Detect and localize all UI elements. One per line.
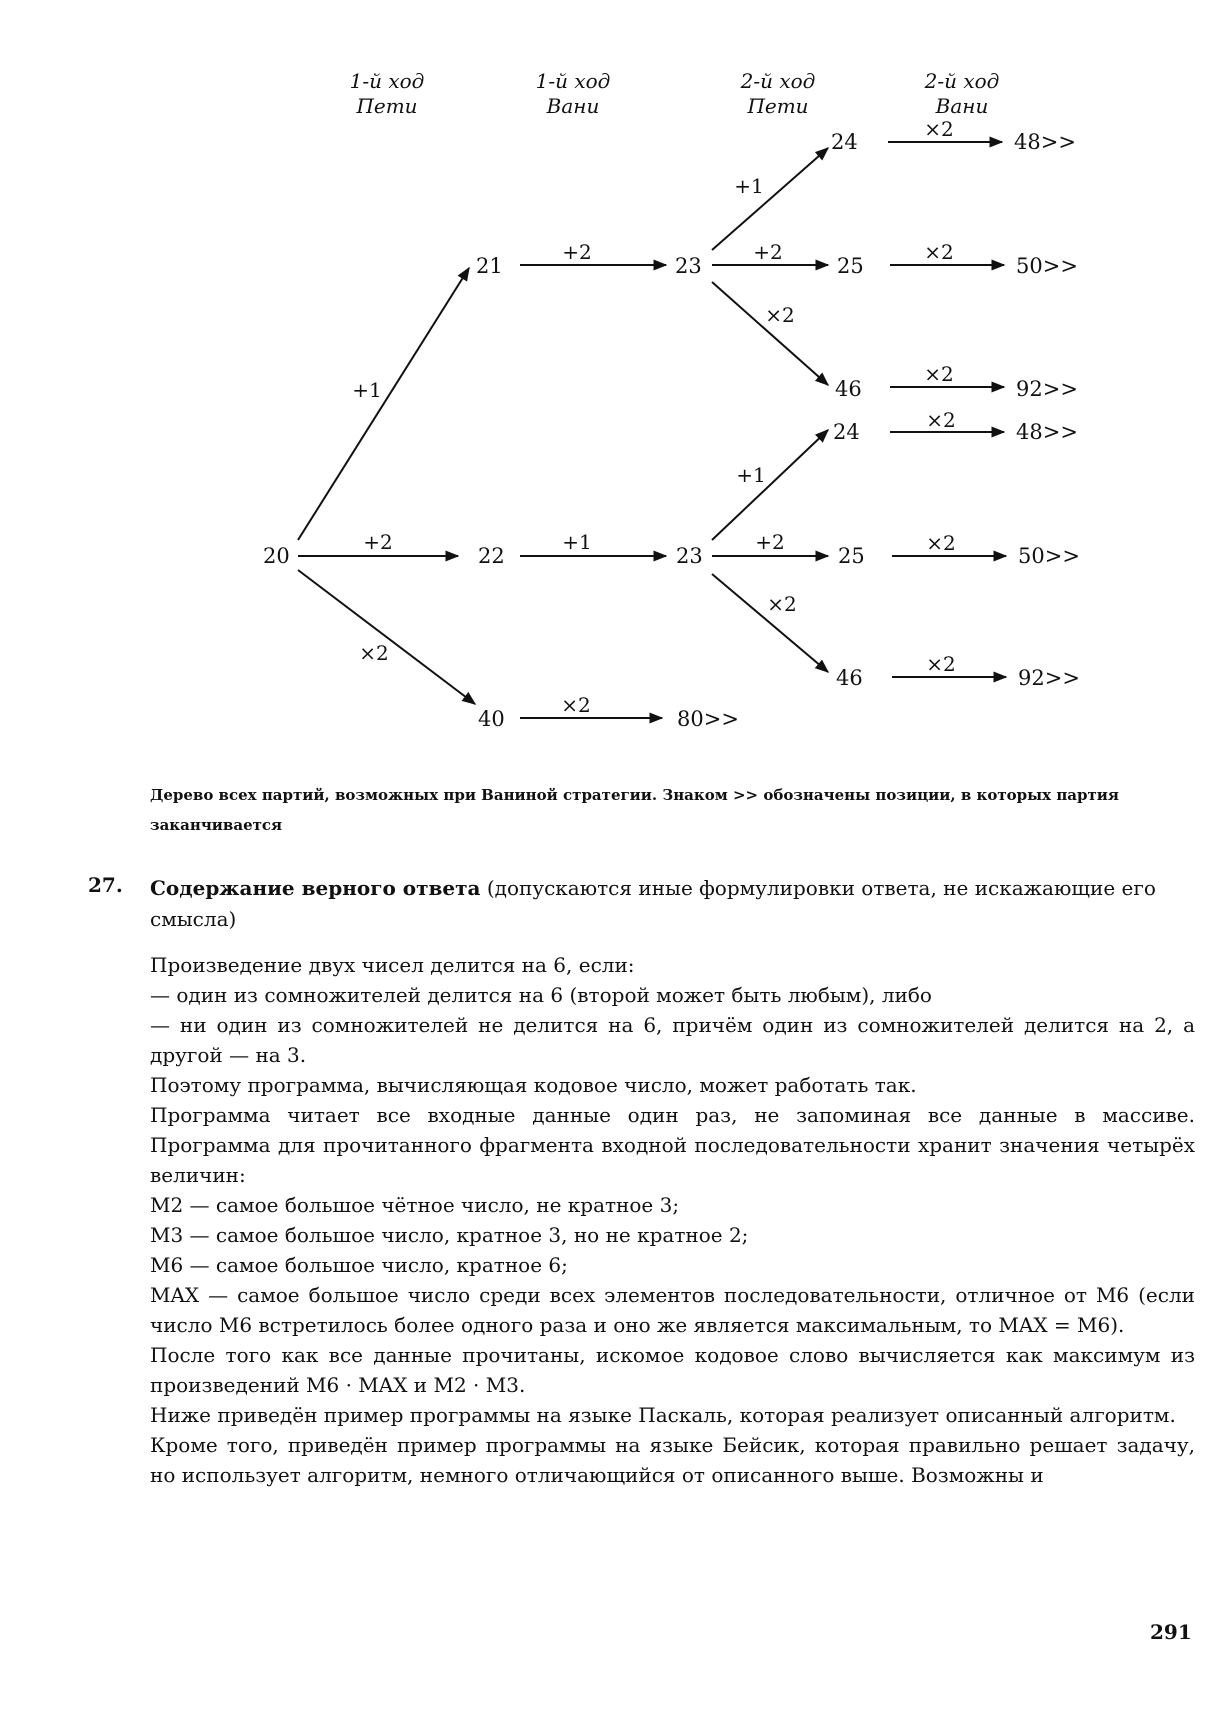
node-25-upper: 25 bbox=[837, 254, 864, 278]
op-46l-92: ×2 bbox=[926, 652, 956, 676]
header-col1-line1: 1-й ход bbox=[349, 69, 425, 93]
answer-body bbox=[150, 950, 1195, 1490]
op-20-21: +1 bbox=[352, 378, 382, 402]
header-col3-line1: 2-й ход bbox=[740, 69, 816, 93]
op-25u-50: ×2 bbox=[924, 240, 954, 264]
node-46-lower: 46 bbox=[836, 666, 863, 690]
node-92-upper: 92>> bbox=[1016, 377, 1078, 401]
op-23l-46: ×2 bbox=[767, 592, 797, 616]
answer-paragraph: Кроме того, приведён пример программы на языке Бейсик, которая правильно решает задачу, но использует алгоритм, немного отличающийся от описанного выше. Возможны и bbox=[150, 1433, 1195, 1487]
node-48-upper: 48>> bbox=[1014, 130, 1076, 154]
op-21-23: +2 bbox=[562, 240, 592, 264]
answer-heading-bold: Содержание верного ответа bbox=[150, 876, 481, 900]
answer-paragraph: Программа читает все входные данные один раз, не запоминая все данные в массиве. Программа для прочитанного фрагмента входной последовательности хранит значения четырёх величин: bbox=[150, 1103, 1195, 1187]
header-col4-line1: 2-й ход bbox=[924, 69, 1000, 93]
node-24-upper: 24 bbox=[831, 130, 858, 154]
edge-20-40 bbox=[298, 570, 475, 704]
node-22: 22 bbox=[478, 544, 505, 568]
header-col1-line2: Пети bbox=[356, 94, 418, 118]
node-80: 80>> bbox=[677, 707, 739, 731]
caption-line-1: Дерево всех партий, возможных при Ваниной стратегии. Знаком >> обозначены позиции, в которых партия bbox=[150, 786, 1120, 804]
node-50-upper: 50>> bbox=[1016, 254, 1078, 278]
node-92-lower: 92>> bbox=[1018, 666, 1080, 690]
answer-paragraph: Ниже приведён пример программы на языке Паскаль, которая реализует описанный алгоритм. bbox=[150, 1403, 1176, 1427]
node-24-lower: 24 bbox=[833, 420, 860, 444]
node-25-lower: 25 bbox=[838, 544, 865, 568]
node-48-lower: 48>> bbox=[1016, 420, 1078, 444]
op-23u-25: +2 bbox=[753, 240, 783, 264]
header-col2-line2: Вани bbox=[546, 94, 600, 118]
op-40-80: ×2 bbox=[561, 693, 591, 717]
header-col3-line2: Пети bbox=[747, 94, 809, 118]
op-23l-24: +1 bbox=[736, 463, 766, 487]
op-20-40: ×2 bbox=[359, 641, 389, 665]
answer-heading-note: (допускаются иные формулировки ответа, не искажающие его смысла) bbox=[150, 876, 1156, 931]
caption-line-2: заканчивается bbox=[150, 816, 283, 834]
op-23u-24: +1 bbox=[734, 174, 764, 198]
answer-paragraph: M2 — самое большое чётное число, не кратное 3; bbox=[150, 1193, 680, 1217]
edge-23u-46 bbox=[712, 282, 828, 385]
game-tree-diagram bbox=[0, 0, 1222, 760]
answer-paragraph: — ни один из сомножителей не делится на 6, причём один из сомножителей делится на 2, а другой — на 3. bbox=[150, 1013, 1195, 1067]
op-23u-46: ×2 bbox=[765, 303, 795, 327]
header-col4-line2: Вани bbox=[935, 94, 989, 118]
figure-caption bbox=[150, 780, 1195, 840]
edge-23u-24 bbox=[712, 148, 828, 250]
op-23l-25: +2 bbox=[755, 530, 785, 554]
edge-23l-46 bbox=[712, 574, 828, 672]
answer-paragraph: После того как все данные прочитаны, искомое кодовое слово вычисляется как максимум из произведений M6 · MAX и M2 · M3. bbox=[150, 1343, 1195, 1397]
answer-paragraph: MAX — самое большое число среди всех элементов последовательности, отличное от M6 (если число M6 встретилось более одного раза и оно же является максимальным, то MAX = M6). bbox=[150, 1283, 1195, 1337]
header-col2-line1: 1-й ход bbox=[535, 69, 611, 93]
node-46-upper: 46 bbox=[835, 377, 862, 401]
node-21: 21 bbox=[476, 254, 503, 278]
page-number: 291 bbox=[1150, 1620, 1192, 1644]
op-24u-48: ×2 bbox=[924, 117, 954, 141]
answer-paragraph: — один из сомножителей делится на 6 (второй может быть любым), либо bbox=[150, 983, 932, 1007]
answer-paragraph: M6 — самое большое число, кратное 6; bbox=[150, 1253, 568, 1277]
item-number: 27. bbox=[88, 873, 123, 897]
op-22-23: +1 bbox=[562, 530, 592, 554]
op-25l-50: ×2 bbox=[926, 531, 956, 555]
node-50-lower: 50>> bbox=[1018, 544, 1080, 568]
edge-23l-24 bbox=[712, 430, 828, 540]
node-23-lower: 23 bbox=[676, 544, 703, 568]
answer-paragraph: Поэтому программа, вычисляющая кодовое число, может работать так. bbox=[150, 1073, 917, 1097]
op-24l-48: ×2 bbox=[926, 408, 956, 432]
answer-paragraph: M3 — самое большое число, кратное 3, но не кратное 2; bbox=[150, 1223, 749, 1247]
node-40: 40 bbox=[478, 707, 505, 731]
node-23-upper: 23 bbox=[675, 254, 702, 278]
op-20-22: +2 bbox=[363, 530, 393, 554]
answer-paragraph: Произведение двух чисел делится на 6, если: bbox=[150, 953, 635, 977]
edge-20-21 bbox=[298, 268, 469, 540]
node-root: 20 bbox=[263, 544, 290, 568]
answer-heading bbox=[150, 873, 1195, 935]
op-46u-92: ×2 bbox=[924, 362, 954, 386]
